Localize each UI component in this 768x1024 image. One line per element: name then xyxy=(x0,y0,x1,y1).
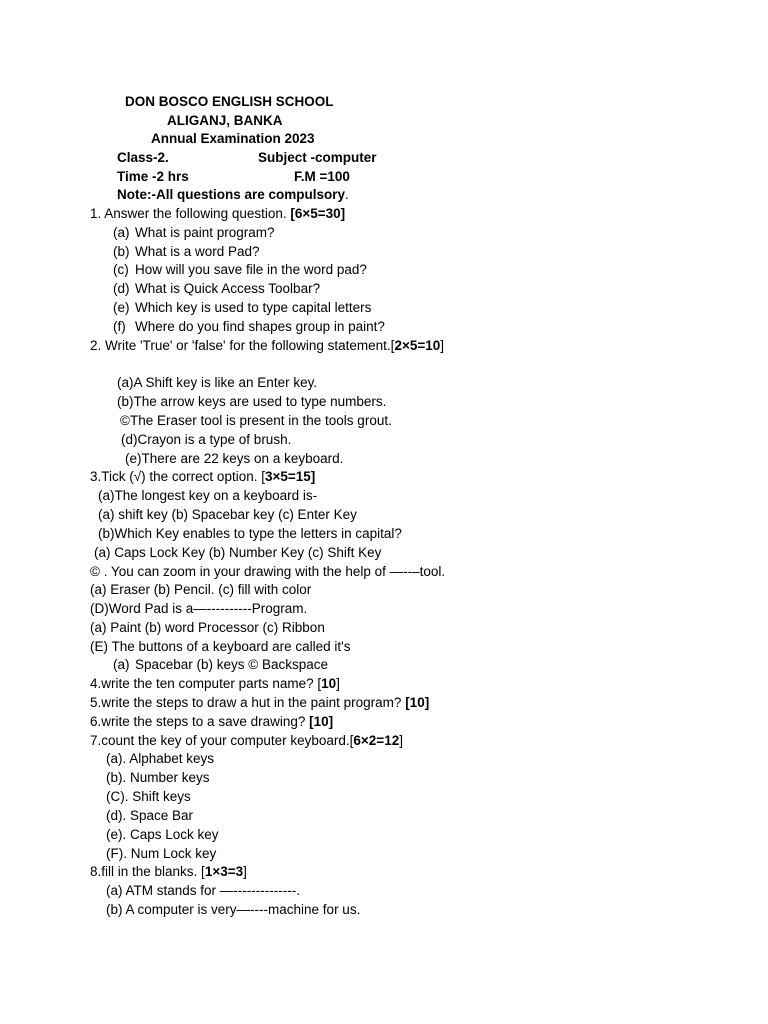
list-item: (a)The longest key on a keyboard is- xyxy=(98,488,318,503)
list-item: (a) Caps Lock Key (b) Number Key (c) Shift Key xyxy=(94,545,382,560)
full-marks-label: F.M =100 xyxy=(294,169,350,184)
note-text: Note:-All questions are compulsory xyxy=(117,187,346,202)
subject-label: Subject -computer xyxy=(258,150,377,165)
list-item: (a) shift key (b) Spacebar key (c) Enter Key xyxy=(98,507,357,522)
list-item: © . You can zoom in your drawing with the help of —--–tool. xyxy=(90,564,446,579)
bracket-close: ] xyxy=(336,676,340,691)
list-item: (D)Word Pad is a—----------Program. xyxy=(90,601,308,616)
item-label: (b) xyxy=(113,244,130,259)
question-7 xyxy=(90,732,403,750)
question-3-text: 3.Tick (√) the correct option. [ xyxy=(90,469,265,484)
list-item: (d)Crayon is a type of brush. xyxy=(121,432,292,447)
bracket-close: ] xyxy=(399,733,403,748)
item-label: (f) xyxy=(113,319,126,334)
item-text: Where do you find shapes group in paint? xyxy=(135,319,385,334)
question-5-text: 5.write the steps to draw a hut in the paint program? xyxy=(90,695,406,710)
question-5 xyxy=(90,694,429,712)
list-item: (a)A Shift key is like an Enter key. xyxy=(117,375,318,390)
list-item: (d). Space Bar xyxy=(106,808,194,823)
list-item: (e)There are 22 keys on a keyboard. xyxy=(125,451,344,466)
item-text: What is Quick Access Toolbar? xyxy=(135,281,321,296)
question-2 xyxy=(90,337,444,355)
list-item: ©The Eraser tool is present in the tools grout. xyxy=(120,413,392,428)
list-item xyxy=(113,656,329,674)
question-4 xyxy=(90,675,340,693)
note xyxy=(117,186,349,204)
bracket-close: ] xyxy=(243,864,247,879)
question-7-marks: 6×2=12 xyxy=(353,733,400,748)
list-item xyxy=(113,280,321,298)
question-4-marks: 10 xyxy=(321,676,337,691)
list-item xyxy=(113,299,372,317)
school-name: DON BOSCO ENGLISH SCHOOL xyxy=(125,94,334,109)
question-6-marks: [10] xyxy=(309,714,334,729)
question-3 xyxy=(90,468,315,486)
item-text: How will you save file in the word pad? xyxy=(135,262,367,277)
list-item: (F). Num Lock key xyxy=(106,846,217,861)
list-item: (a). Alphabet keys xyxy=(106,751,215,766)
item-text: Which key is used to type capital letters xyxy=(135,300,372,315)
question-1-marks: [6×5=30] xyxy=(290,206,346,221)
time-label: Time -2 hrs xyxy=(117,169,189,184)
item-label: (e) xyxy=(113,300,130,315)
list-item: (a) Eraser (b) Pencil. (c) fill with color xyxy=(90,582,312,597)
question-8-text: 8.fill in the blanks. [ xyxy=(90,864,205,879)
question-1 xyxy=(90,205,345,223)
question-6 xyxy=(90,713,333,731)
item-label: (c) xyxy=(113,262,129,277)
question-7-text: 7.count the key of your computer keyboard.[ xyxy=(90,733,354,748)
list-item xyxy=(113,224,275,242)
list-item xyxy=(113,243,260,261)
list-item xyxy=(113,318,385,336)
list-item: (e). Caps Lock key xyxy=(106,827,219,842)
list-item: (C). Shift keys xyxy=(106,789,191,804)
question-2-text: 2. Write 'True' or 'false' for the following statement.[ xyxy=(90,338,395,353)
question-3-marks: 3×5=15] xyxy=(264,469,316,484)
list-item: (b)Which Key enables to type the letters in capital? xyxy=(98,526,402,541)
list-item: (b)The arrow keys are used to type numbers. xyxy=(117,394,387,409)
question-6-text: 6.write the steps to a save drawing? xyxy=(90,714,310,729)
item-text: What is paint program? xyxy=(135,225,275,240)
item-label: (d) xyxy=(113,281,130,296)
list-item: (a) Paint (b) word Processor (c) Ribbon xyxy=(90,620,325,635)
list-item: (b) A computer is very—----machine for us. xyxy=(106,902,361,917)
class-label: Class-2. xyxy=(117,150,169,165)
question-4-text: 4.write the ten computer parts name? [ xyxy=(90,676,322,691)
question-8-marks: 1×3=3 xyxy=(204,864,244,879)
question-2-marks: 2×5=10 xyxy=(394,338,441,353)
exam-title: Annual Examination 2023 xyxy=(151,131,315,146)
list-item: (E) The buttons of a keyboard are called it's xyxy=(90,639,351,654)
bracket-close: ] xyxy=(440,338,445,353)
question-5-marks: [10] xyxy=(405,695,430,710)
item-label: (a) xyxy=(113,657,130,672)
item-text: What is a word Pad? xyxy=(135,244,260,259)
item-label: (a) xyxy=(113,225,130,240)
question-1-text: 1. Answer the following question. xyxy=(90,206,291,221)
school-location: ALIGANJ, BANKA xyxy=(167,113,283,128)
list-item xyxy=(113,261,367,279)
note-end: . xyxy=(345,187,349,202)
list-item: (a) ATM stands for —--------------. xyxy=(106,883,300,898)
list-item: (b). Number keys xyxy=(106,770,210,785)
item-text: Spacebar (b) keys © Backspace xyxy=(135,657,329,672)
question-8 xyxy=(90,863,247,881)
